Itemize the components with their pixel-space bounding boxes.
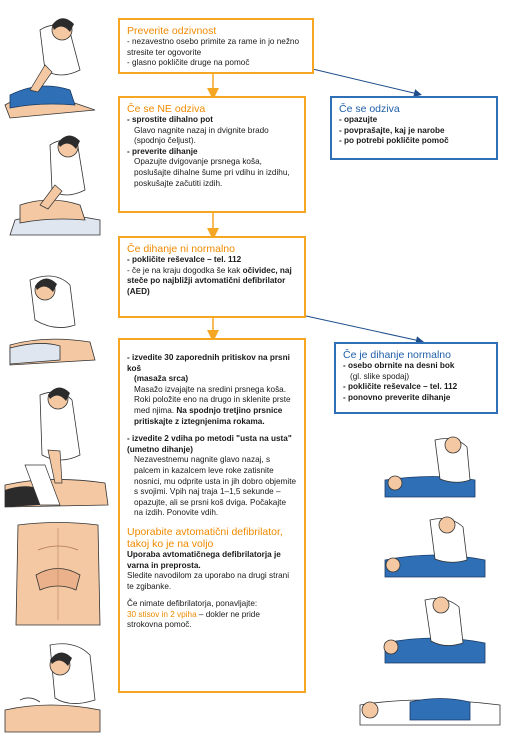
compressions-heading: - izvedite 30 zaporednih pritiskov na prsni koš — [127, 353, 290, 373]
responds-item-3: - po potrebi pokličite pomoč — [339, 136, 449, 146]
check-response-title: Preverite odzivnost — [127, 25, 217, 37]
no-aed-text: Če nimate defibrilatorja, ponavljajte: — [127, 599, 258, 609]
responds-item-2: - povprašajte, kaj je narobe — [339, 125, 445, 135]
witness-aed-item: - če je na kraju dogodka še kak očividec, naj steče po najbližji avtomatični defibrilator (AED) — [127, 265, 292, 296]
see-images-note: (gl. slike spodaj) — [350, 371, 410, 381]
recheck-breathing-item: - ponovno preverite dihanje — [343, 392, 451, 402]
open-airway-text: Glavo nagnite nazaj in dvignite brado (spodnjo čeljust). — [134, 125, 269, 146]
responds-box — [330, 96, 498, 160]
check-response-line-1: - nezavestno osebo primite za rame in jo nežno stresite ter ogovorite — [127, 37, 300, 57]
cpr-box — [118, 338, 306, 693]
no-response-title: Če se NE odziva — [127, 103, 206, 115]
compressions-subheading: (masaža srca) — [134, 374, 189, 384]
check-response-line-2: - glasno pokličite druge na pomoč — [127, 58, 250, 68]
aed-title: Uporabite avtomatični defibrilator, takoj ko je na voljo — [127, 525, 283, 550]
check-breathing-heading: - preverite dihanje — [127, 146, 198, 156]
normal-breathing-box — [334, 342, 498, 414]
no-response-box — [118, 96, 306, 213]
aed-instructions-text: Sledite navodilom za uporabo na drugi strani te zgibanke. — [127, 571, 290, 591]
repeat-cycle-text: 30 stisov in 2 vpiha – dokler ne pride strokovna pomoč. — [127, 609, 260, 630]
check-response-box — [118, 18, 314, 74]
normal-breathing-title: Če je dihanje normalno — [343, 349, 451, 361]
rescue-breaths-heading: - izvedite 2 vdiha po metodi "usta na usta" (umetno dihanje) — [127, 434, 292, 454]
responds-item-1: - opazujte — [339, 115, 378, 124]
rescue-breaths-text: Nezavestnemu nagnite glavo nazaj, s palcem in kazalcem leve roke zatisnite nosnici, mu odprite usta in jih dobro objemite s svojimi. Vpih naj traja 1–1,5 sekunde – opazujte, ali se prsni koš dviga. Počakajte na izdih. Ponovite vdih. — [134, 455, 297, 518]
normal-call-112-item: - pokličite reševalce – tel. 112 — [343, 382, 458, 392]
open-airway-heading: - sprostite dihalno pot — [127, 115, 213, 124]
call-112-item: - pokličite reševalce – tel. 112 — [127, 255, 242, 264]
aed-safe-text: Uporaba avtomatičnega defibrilatorja je varna in preprosta. — [127, 549, 281, 570]
abnormal-breathing-box — [118, 236, 306, 318]
compressions-text: Masažo izvajajte na sredini prsnega koša. Roki položite eno na drugo in sklenite prste med njima. Na spodnjo tretjino prsnice pritiskajte z iztegnjenima rokama. — [134, 384, 291, 426]
responds-title: Če se odziva — [339, 103, 400, 115]
recovery-position-item: - osebo obrnite na desni bok — [343, 361, 455, 370]
check-breathing-text: Opazujte dvigovanje prsnega koša, poslušajte dihalne šume pri vdihu in izdihu, poskušajte začutiti izdih. — [134, 157, 290, 188]
abnormal-breathing-title: Če dihanje ni normalno — [127, 243, 235, 255]
